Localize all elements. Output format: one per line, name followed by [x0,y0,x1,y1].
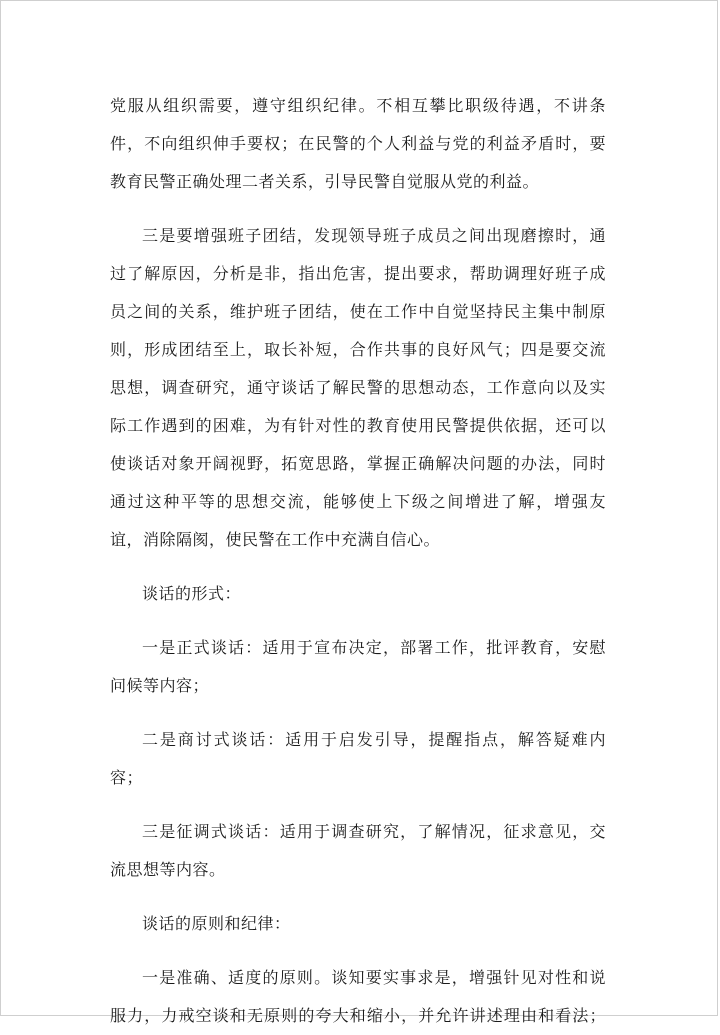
text-line: 谈话的原则和纪律： [142,914,291,933]
text-line: 三是要增强班子团结，发现领导班子成员之间出现磨擦时，通 [142,226,606,245]
paragraph [110,959,606,1035]
text-line: 一是正式谈话：适用于宣布决定，部署工作，批评教育，安慰 [142,638,606,657]
section-heading [110,575,606,613]
text-line: 则，形成团结至上，取长补短，合作共事的良好风气；四是要交流 [110,340,606,359]
paragraph [110,87,606,201]
text-line: 使谈话对象开阔视野，拓宽思路，掌握正确解决问题的办法，同时 [110,454,606,473]
paragraph [110,217,606,559]
text-line: 问候等内容； [110,676,210,695]
text-line: 通过这种平等的思想交流，能够使上下级之间增进了解，增强友 [110,492,606,511]
text-line: 谊，消除隔阂，使民警在工作中充满自信心。 [110,530,441,549]
paragraph [110,813,606,889]
text-line: 服力，力戒空谈和无原则的夸大和缩小，并允许讲述理由和看法； [110,1006,606,1025]
text-line: 教育民警正确处理二者关系，引导民警自觉服从党的利益。 [110,172,540,191]
text-line: 二是商讨式谈话：适用于启发引导，提醒指点，解答疑难内 [142,730,606,749]
text-line: 员之间的关系，维护班子团结，使在工作中自觉坚持民主集中制原 [110,302,606,321]
paragraph [110,721,606,797]
text-line: 思想，调查研究，通守谈话了解民警的思想动态，工作意向以及实 [110,378,606,397]
text-line: 党服从组织需要，遵守组织纪律。不相互攀比职级待遇，不讲条 [110,96,606,115]
section-heading [110,905,606,943]
text-line: 件，不向组织伸手要权；在民警的个人利益与党的利益矛盾时，要 [110,134,606,153]
text-line: 际工作遇到的困难，为有针对性的教育使用民警提供依据，还可以 [110,416,606,435]
text-line: 三是征调式谈话：适用于调查研究，了解情况，征求意见，交 [142,822,606,841]
document-body [110,87,606,1035]
paragraph [110,629,606,705]
text-line: 一是准确、适度的原则。谈知要实事求是，增强针见对性和说 [142,968,606,987]
text-line: 谈话的形式： [142,584,242,603]
text-line: 过了解原因，分析是非，指出危害，提出要求，帮助调理好班子成 [110,264,606,283]
text-line: 容； [110,768,144,787]
text-line: 流思想等内容。 [110,860,226,879]
